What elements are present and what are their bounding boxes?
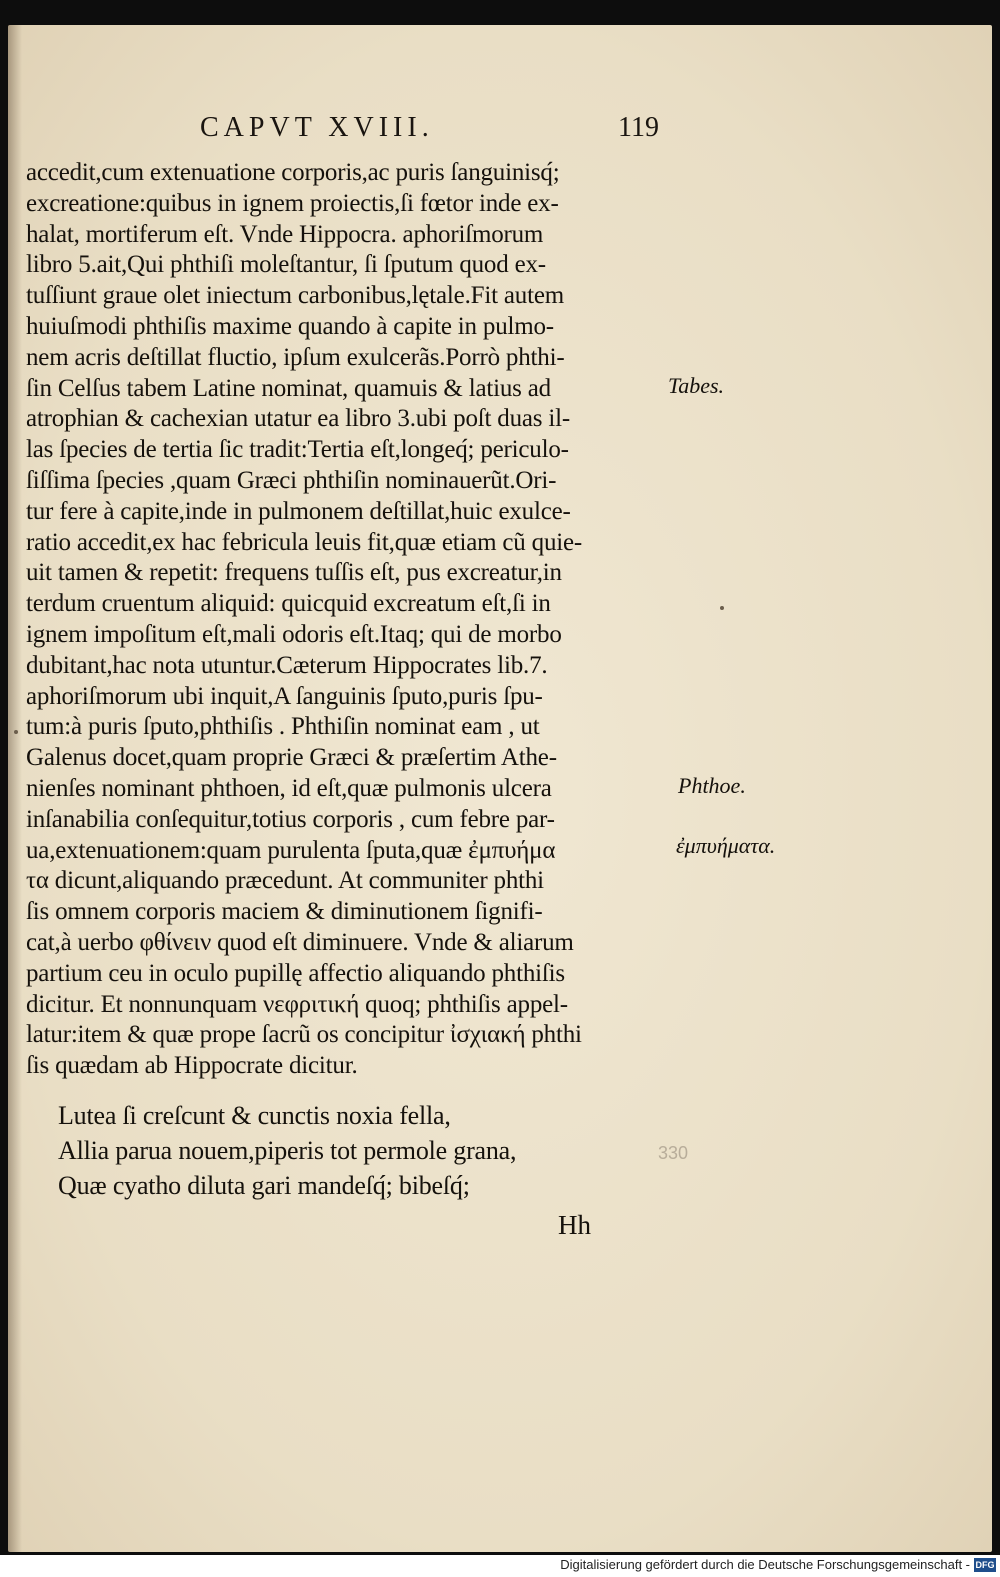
page-header	[0, 112, 1000, 152]
text-line: partium ceu in oculo pupillę affectio aliquando phthiſis	[26, 959, 565, 987]
text-line: accedit,cum extenuatione corporis,ac puris ſanguinisq́;	[26, 159, 560, 186]
text-line: excreatione:quibus in ignem proiectis,ſi fœtor inde ex-	[26, 189, 559, 217]
dfg-logo: DFG	[975, 1560, 995, 1570]
text-line: Galenus docet,quam proprie Græci & præſertim Athe-	[26, 744, 557, 772]
pencil-annotation: 330	[658, 1143, 689, 1163]
verse-line: Lutea ſi creſcunt & cunctis noxia fella,	[58, 1101, 451, 1130]
text-line: ſis quædam ab Hippocrate dicitur.	[26, 1052, 358, 1080]
verse-line: Quæ cyatho diluta gari mandeſq́; bibeſq́;	[58, 1171, 470, 1200]
text-line: ſin Celſus tabem Latine nominat, quamuis & latius ad	[26, 374, 551, 402]
text-line: nem acris deſtillat fluctio, ipſum exulcerãs.Porrò phthi-	[26, 343, 565, 371]
margin-note-phthoe: Phthoe.	[678, 773, 746, 798]
signature-mark: Hh	[558, 1210, 591, 1240]
folio-number: 119	[618, 112, 659, 143]
margin-note-tabes: Tabes.	[668, 373, 725, 398]
verse-block	[58, 1098, 698, 1203]
text-line: huiuſmodi phthiſis maxime quando à capite in pulmo-	[26, 312, 554, 340]
text-line: ſis omnem corporis maciem & diminutionem ſignifi-	[26, 898, 543, 926]
text-line: libro 5.ait,Qui phthiſi moleſtantur, ſi ſputum quod ex-	[26, 251, 546, 279]
text-line: tum:à puris ſputo,phthiſis . Phthiſin nominat eam , ut	[26, 713, 540, 741]
footer-credit: Digitalisierung gefördert durch die Deutsche Forschungsgemeinschaft -	[560, 1557, 970, 1572]
text-line: dicitur. Et nonnunquam νεφριτική quoq; phthiſis appel-	[26, 990, 568, 1018]
text-line: atrophian & cachexian utatur ea libro 3.ubi poſt duas il-	[26, 405, 570, 433]
text-line: terdum cruentum aliquid: quicquid excreatum eſt,ſi in	[26, 590, 551, 618]
text-line: las ſpecies de tertia ſic tradit:Tertia eſt,longeq́; periculo-	[26, 436, 569, 464]
text-line: halat, mortiferum eſt. Vnde Hippocra. aphoriſmorum	[26, 220, 544, 248]
text-line: tur fere à capite,inde in pulmonem deſtillat,huic exulce-	[26, 497, 571, 525]
ink-speck	[14, 730, 18, 734]
text-line: ua,extenuationem:quam purulenta ſputa,quæ ἐμπυήμα	[26, 836, 556, 864]
ink-speck	[720, 606, 724, 610]
running-title: CAPVT XVIII.	[200, 112, 434, 143]
verse-line: Allia parua nouem,piperis tot permole grana,	[58, 1136, 517, 1165]
text-line: ratio accedit,ex hac febricula leuis fit,quæ etiam cũ quie-	[26, 528, 583, 556]
text-line: ignem impoſitum eſt,mali odoris eſt.Itaq; qui de morbo	[26, 620, 562, 648]
spine-shadow	[8, 25, 22, 1552]
text-line: latur:item & quæ prope ſacrũ os concipitur ἰσχιακή phthi	[26, 1021, 582, 1049]
text-line: ſiſſima ſpecies ,quam Græci phthiſin nominauerũt.Ori-	[26, 466, 557, 494]
text-line: aphoriſmorum ubi inquit,A ſanguinis ſputo,puris ſpu-	[26, 682, 543, 710]
text-line: cat,à uerbo φθίνειν quod eſt diminuere. Vnde & aliarum	[26, 928, 574, 956]
text-line: τα dicunt,aliquando præcedunt. At communiter phthi	[26, 867, 544, 895]
text-line: nienſes nominant phthoen, id eſt,quæ pulmonis ulcera	[26, 774, 552, 802]
main-text-block	[26, 158, 676, 1082]
text-line: tuſſiunt graue olet iniectum carbonibus,lętale.Fit autem	[26, 282, 564, 310]
text-line: uit tamen & repetit: frequens tuſſis eſt, pus excreatur,in	[26, 559, 562, 587]
text-line: dubitant,hac nota utuntur.Cæterum Hippocrates lib.7.	[26, 651, 548, 679]
margin-note-empyema: ἐμπυήματα.	[676, 833, 776, 858]
footer-bar	[0, 1555, 1000, 1577]
text-line: inſanabilia conſequitur,totius corporis , cum febre par-	[26, 805, 555, 833]
